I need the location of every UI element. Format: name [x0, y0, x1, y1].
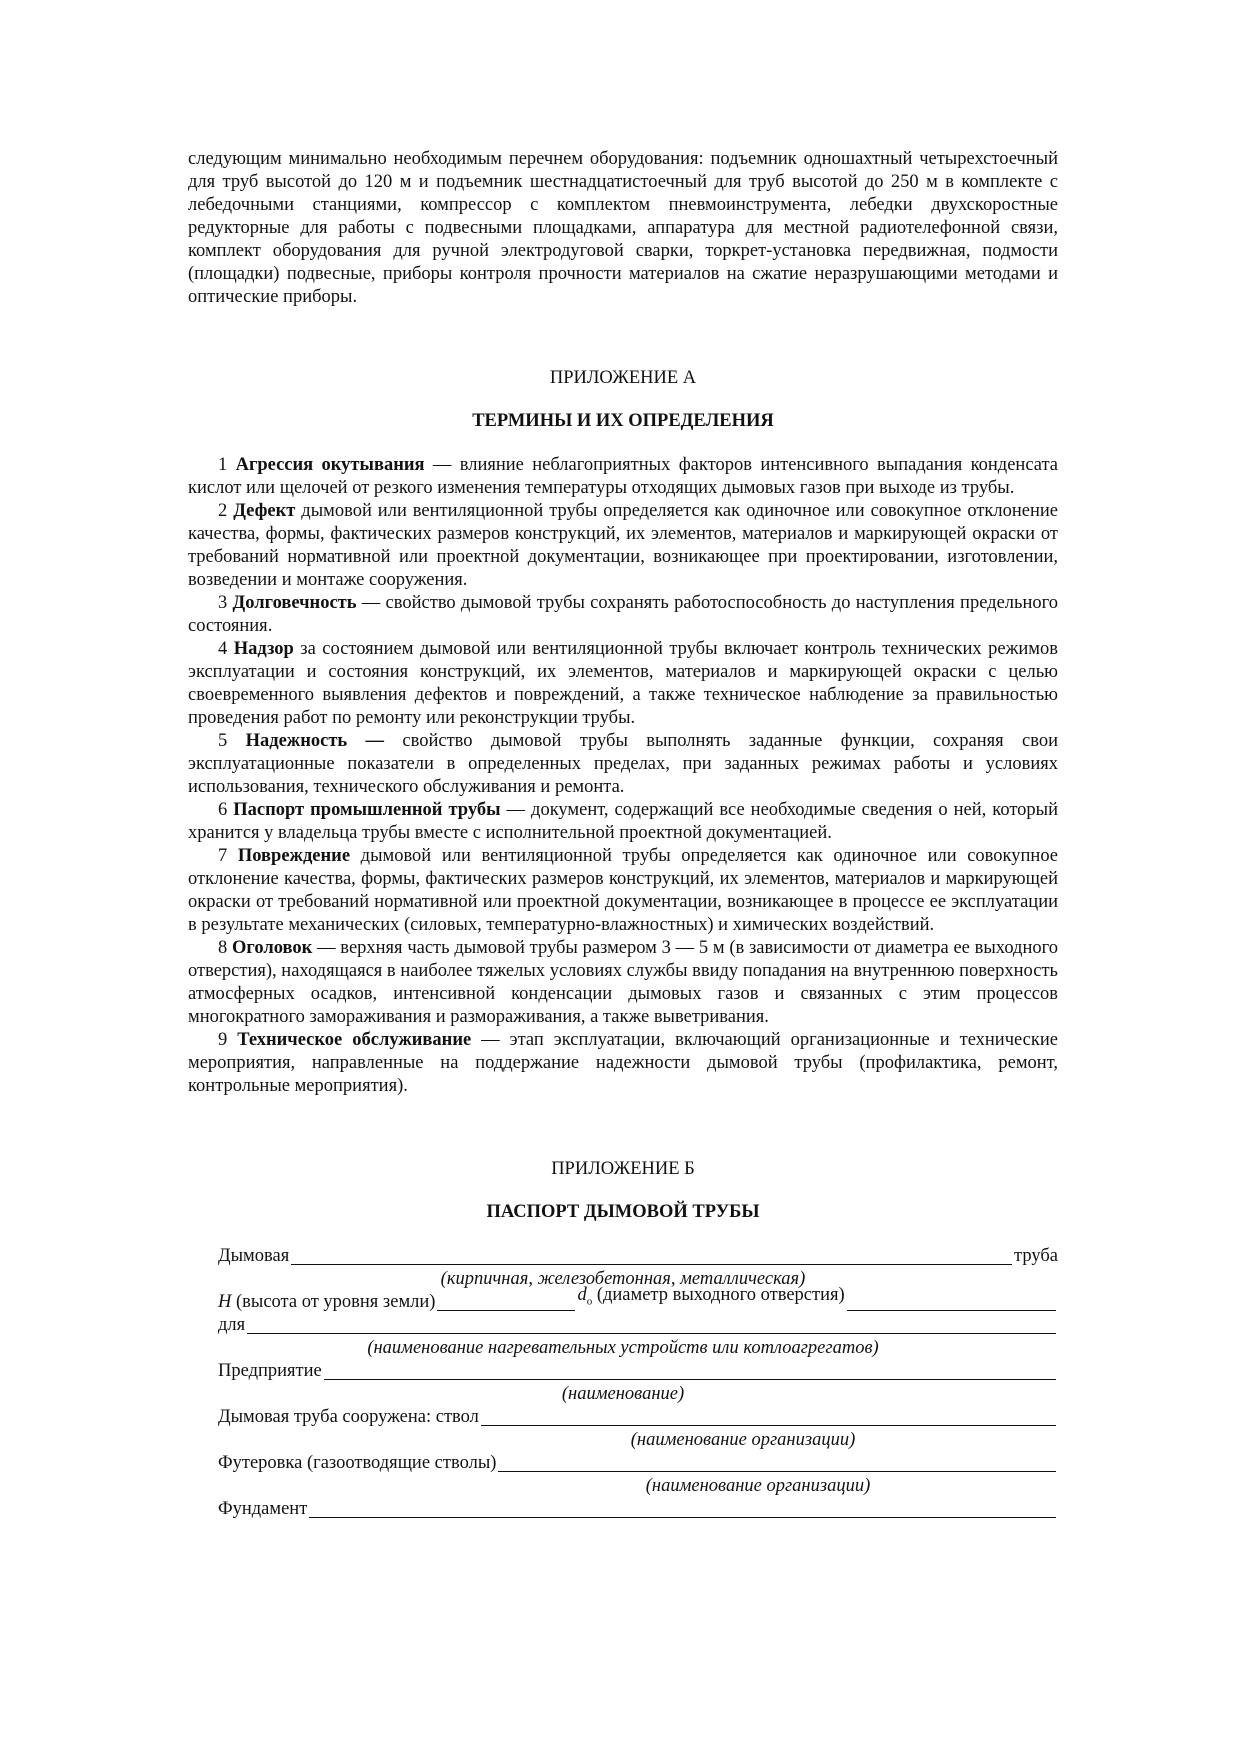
term-item [188, 799, 1058, 845]
appendix-a-title: ТЕРМИНЫ И ИХ ОПРЕДЕЛЕНИЯ [472, 411, 774, 431]
document-page [188, 148, 1058, 1521]
enterprise-line [188, 1360, 1058, 1383]
lining-line [188, 1452, 1058, 1475]
passport-form [188, 1245, 1058, 1521]
enterprise-label: Предприятие [218, 1361, 322, 1381]
appendix-a-label: ПРИЛОЖЕНИЕ А [549, 368, 697, 388]
term-name: Паспорт промышленной трубы [233, 800, 501, 820]
diameter-text: (диаметр выходного отверстия) [592, 1285, 845, 1306]
dimensions-line [188, 1285, 1058, 1314]
term-number: 4 [218, 639, 228, 659]
built-line [188, 1406, 1058, 1429]
term-item [188, 730, 1058, 799]
term-number: 3 [218, 593, 228, 613]
diameter-field[interactable] [847, 1293, 1056, 1311]
term-item [188, 454, 1058, 500]
term-definition: свойство дымовой трубы выполнять заданные функции, сохраняя свои эксплуатационные показатели в определенных пределах, при заданных режимах работы и условиях использования, технического обслуживания и ремонта. [188, 731, 1058, 797]
term-number: 8 [218, 938, 228, 958]
term-name: Долговечность [232, 593, 357, 613]
term-definition: — свойство дымовой трубы сохранять работоспособность до наступления предельного состояния. [188, 593, 1058, 636]
terms-list [188, 454, 1058, 1098]
chimney-type-field[interactable] [291, 1247, 1012, 1265]
term-definition: дымовой или вентиляционной трубы определяется как одиночное или совокупное отклонение качества, формы, фактических размеров конструкций, их элементов, материалов и маркирующей окраски от требований нормативной или проектной документации, возникающее в процессе ее эксплуатации в результате механических (силовых, температурно-влажностных) и химических воздействий. [188, 846, 1059, 935]
height-text: (высота от уровня земли) [231, 1292, 436, 1312]
for-field[interactable] [247, 1316, 1056, 1334]
chimney-type-label: Дымовая [218, 1246, 290, 1266]
intro-paragraph: следующим минимально необходимым перечнем оборудования: подъемник одношахтный четырехстоечный для труб высотой до 120 м и подъемник шестнадцатистоечный для труб высотой до 250 м в комплекте с лебедочными станциями, компрессор с комплектом пневмоинструмента, лебедки двухскоростные редукторные для работы с подвесными площадками, аппаратура для местной радиотелефонной связи, комплект оборудования для ручной электродуговой сварки, торкрет-установка передвижная, подмости (площадки) подвесные, приборы контроля прочности материалов на сжатие неразрушающими методами и оптические приборы. [188, 149, 1058, 307]
term-item [188, 1029, 1058, 1098]
term-number: 6 [218, 800, 228, 820]
appendix-b-label: ПРИЛОЖЕНИЕ Б [551, 1159, 695, 1179]
lining-field[interactable] [498, 1454, 1056, 1472]
term-number: 9 [218, 1030, 228, 1050]
term-name: Дефект [233, 501, 296, 521]
term-number: 5 [218, 731, 228, 751]
height-field[interactable] [437, 1293, 575, 1311]
enterprise-caption: (наименование) [561, 1384, 685, 1404]
for-label: для [218, 1315, 246, 1335]
term-definition: — влияние неблагоприятных факторов интенсивного выпадания конденсата кислот или щелочей от резкого изменения температуры отходящих дымовых газов при выходе из трубы. [188, 455, 1059, 498]
diameter-sub: o [586, 1296, 593, 1308]
term-number: 7 [218, 846, 228, 866]
foundation-label: Фундамент [218, 1499, 308, 1519]
term-definition: — документ, содержащий все необходимые сведения о ней, который хранится у владельца трубы вместе с исполнительной проектной документацией. [188, 800, 1059, 843]
term-item [188, 500, 1058, 592]
built-field[interactable] [481, 1408, 1056, 1426]
term-item [188, 845, 1058, 937]
term-definition: — верхняя часть дымовой трубы размером 3 — 5 м (в зависимости от диаметра ее выходного отверстия), находящаяся в наиболее тяжелых условиях службы ввиду попадания на внутреннюю поверхность атмосферных осадков, интенсивной конденсации дымовых газов и связанных с этим процессов многократного замораживания и размораживания, а также выветривания. [188, 938, 1059, 1027]
chimney-type-suffix: труба [1014, 1246, 1058, 1266]
lining-label: Футеровка (газоотводящие стволы) [218, 1453, 497, 1473]
term-name: Надзор [233, 639, 294, 659]
term-item [188, 638, 1058, 730]
chimney-type-line [188, 1245, 1058, 1268]
appendix-b-title: ПАСПОРТ ДЫМОВОЙ ТРУБЫ [486, 1202, 760, 1222]
term-item [188, 937, 1058, 1029]
term-name: Техническое обслуживание [237, 1030, 472, 1050]
term-name: Агрессия окутывания [235, 455, 425, 475]
enterprise-field[interactable] [324, 1362, 1056, 1380]
term-name: Оголовок [232, 938, 313, 958]
for-caption: (наименование нагревательных устройств или котлоагрегатов) [367, 1338, 879, 1358]
term-item [188, 592, 1058, 638]
term-name: Повреждение [237, 846, 351, 866]
term-name: Надежность — [245, 731, 385, 751]
lining-caption: (наименование организации) [645, 1476, 871, 1496]
height-var: H [218, 1292, 232, 1312]
chimney-type-caption: (кирпичная, железобетонная, металлическая) [440, 1269, 806, 1289]
term-definition: за состоянием дымовой или вентиляционной трубы включает контроль технических режимов эксплуатации и состояния конструкций, их элементов, материалов и маркирующей окраски с целью своевременного выявления дефектов и повреждений, а также техническое наблюдение за правильностью проведения работ по ремонту или реконструкции трубы. [188, 639, 1058, 728]
term-definition: дымовой или вентиляционной трубы определяется как одиночное или совокупное отклонение качества, формы, фактических размеров конструкций, их элементов, материалов и маркирующей окраски от требований нормативной или проектной документации, возникающее при проектировании, изготовлении, возведении и монтаже сооружения. [188, 501, 1059, 590]
diameter-label [577, 1284, 844, 1314]
foundation-line [188, 1498, 1058, 1521]
foundation-field[interactable] [309, 1500, 1056, 1518]
built-label: Дымовая труба сооружена: ствол [218, 1407, 479, 1427]
for-line [188, 1314, 1058, 1337]
height-label [188, 1291, 435, 1314]
built-caption: (наименование организации) [630, 1430, 856, 1450]
term-number: 1 [218, 455, 228, 475]
term-number: 2 [218, 501, 228, 521]
term-definition: — этап эксплуатации, включающий организационные и технические мероприятия, направленные на поддержание надежности дымовой трубы (профилактика, ремонт, контрольные мероприятия). [188, 1030, 1058, 1096]
diameter-var: d [577, 1285, 587, 1306]
